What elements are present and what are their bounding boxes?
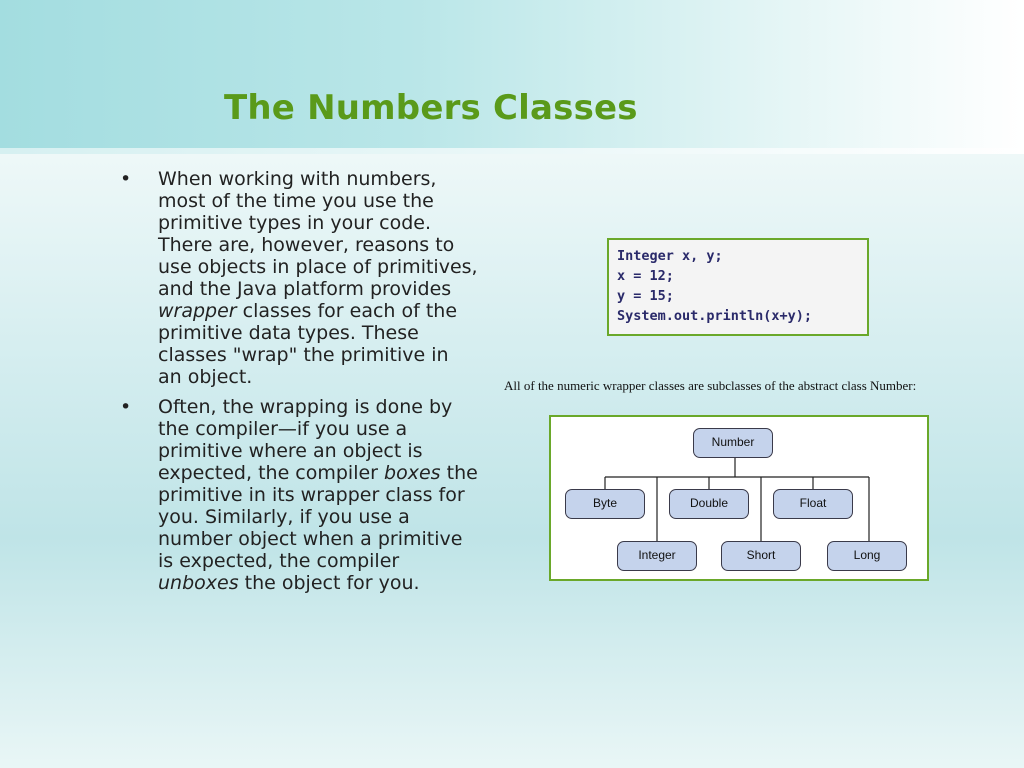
header-divider bbox=[0, 148, 1024, 154]
bullet-icon: • bbox=[120, 396, 132, 418]
node-short: Short bbox=[721, 541, 801, 571]
bullet-text: classes for each of the primitive data types. These classes "wrap" the primitive in an object. bbox=[158, 300, 458, 388]
slide-title: The Numbers Classes bbox=[224, 88, 638, 128]
code-line: x = 12; bbox=[617, 268, 674, 284]
node-number: Number bbox=[693, 428, 773, 458]
code-line: Integer x, y; bbox=[617, 248, 723, 264]
bullet-text: the primitive in its wrapper class for you. Similarly, if you use a number object when a primitive is expected, the compiler bbox=[158, 462, 478, 572]
diagram-caption: All of the numeric wrapper classes are subclasses of the abstract class Number: bbox=[504, 378, 917, 393]
node-byte: Byte bbox=[565, 489, 645, 519]
code-line: y = 15; bbox=[617, 288, 674, 304]
code-line: System.out.println(x+y); bbox=[617, 308, 813, 324]
node-float: Float bbox=[773, 489, 853, 519]
bullet-list bbox=[118, 168, 478, 602]
bullet-text: When working with numbers, most of the time you use the primitive types in your code. There are, however, reasons to use objects in place of primitives, and the Java platform provides bbox=[158, 168, 478, 300]
bullet-item bbox=[118, 168, 478, 388]
bullet-item bbox=[118, 396, 478, 594]
bullet-emphasis: boxes bbox=[384, 462, 441, 484]
class-hierarchy-diagram bbox=[549, 415, 929, 581]
bullet-emphasis: unboxes bbox=[158, 572, 239, 594]
bullet-icon: • bbox=[120, 168, 132, 190]
node-long: Long bbox=[827, 541, 907, 571]
node-double: Double bbox=[669, 489, 749, 519]
bullet-text: Often, the wrapping is done by the compiler—if you use a primitive where an object is expected, the compiler bbox=[158, 396, 453, 484]
code-sample bbox=[607, 238, 869, 336]
bullet-text: the object for you. bbox=[238, 572, 420, 594]
node-integer: Integer bbox=[617, 541, 697, 571]
bullet-emphasis: wrapper bbox=[158, 300, 237, 322]
